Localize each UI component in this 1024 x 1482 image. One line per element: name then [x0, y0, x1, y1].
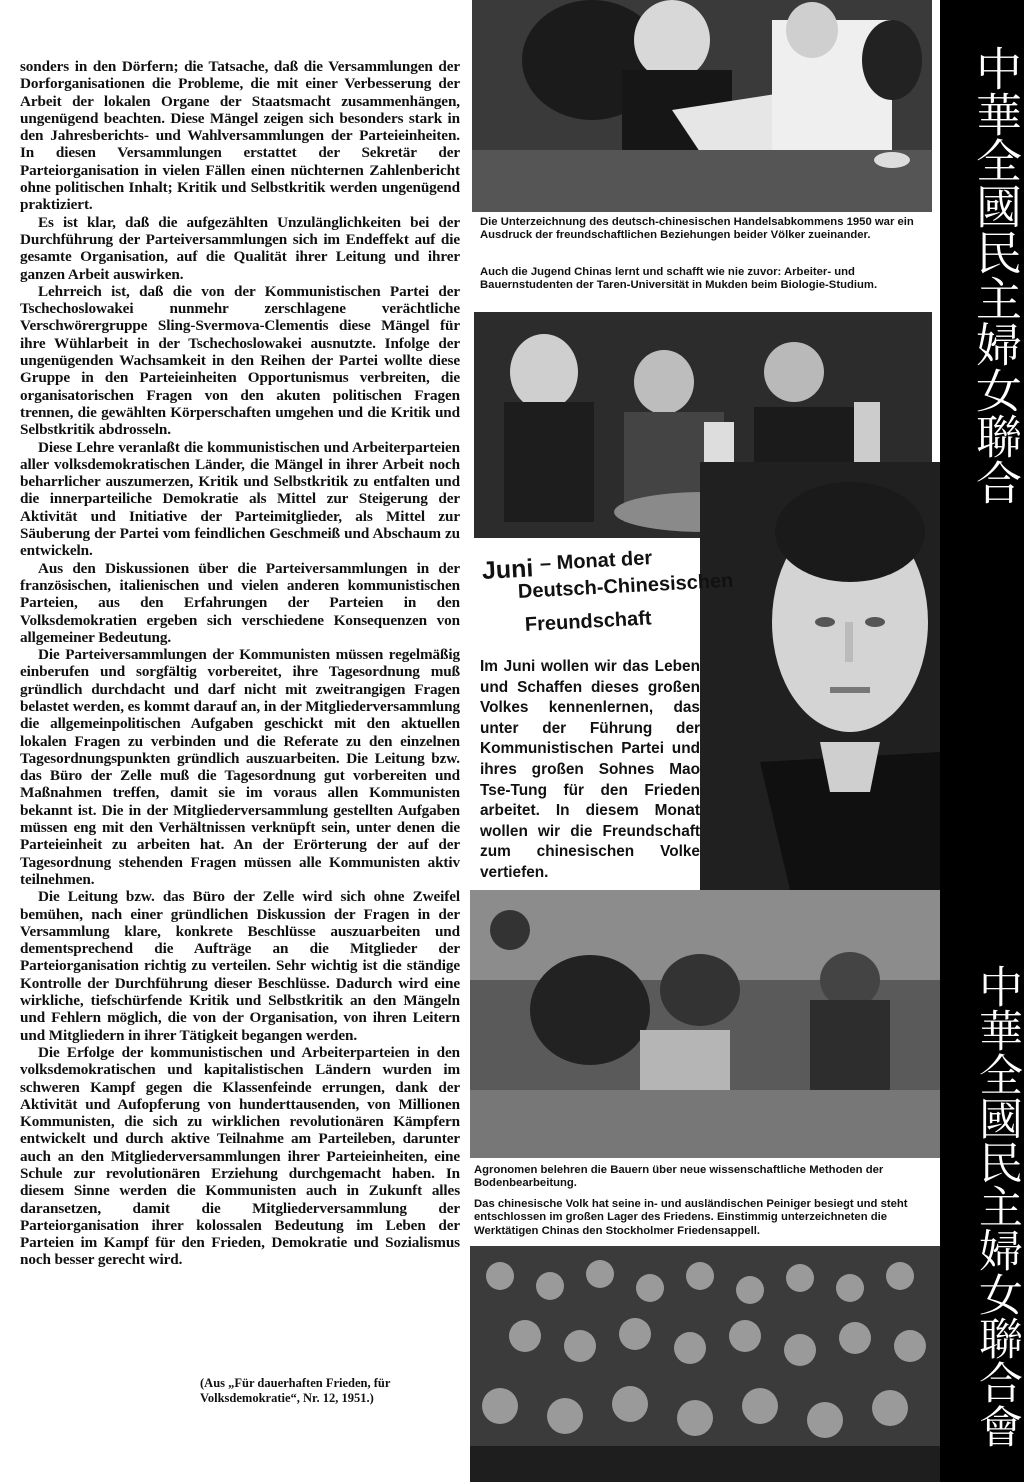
photo3-caption: Agronomen belehren die Bauern über neue wissenschaftliche Methoden der Bodenbearbeitung.	[474, 1164, 884, 1190]
cjk-banner-upper: 中華全國民主婦女聯合	[969, 45, 1023, 505]
article-paragraph: Die Leitung bzw. das Büro der Zelle wird sich ohne Zweifel bemühen, nach einer gründlichen Diskussion der Fragen in der Versammlung klare, konkrete Beschlüsse auszuarbeiten und dementsprechend die Aufträge an die Mitglieder der Parteiorganisation richtig zu verteilen. Sehr wichtig ist die ständige Kontrolle der Durchführung dieser Beschlüsse. Dadurch wird eine wirkliche, tiefschürfende Kritik und Selbstkritik an den Mängeln und Fehlern möglich, die von der Organisation, von ihren Leitern und Mitgliedern in ihrer Tätigkeit begangen werden.	[20, 888, 460, 1044]
article-paragraph: sonders in den Dörfern; die Tatsache, daß die Versammlungen der Dorforganisationen die Probleme, die mit einer Verbesserung der Arbeit der lokalen Organe der Staatsmacht zusammenhängen, ungenügend beachten. Diese Mängel zeigen sich besonders stark in den Jahresberichts- und Wahlversammlungen der Parteieinheiten. In diesen Versammlungen erstattet der Sekretär der Parteiorganisation in vielen Fällen einen nüchternen Zahlenbericht ohne politischen Inhalt; Kritik und Selbstkritik werden ungenügend praktiziert.	[20, 58, 460, 214]
article-paragraph: Lehrreich ist, daß die von der Kommunistischen Partei der Tschechoslowakei nunmehr zerschlagene verächtliche Verschwörergruppe Sling-Svermova-Clementis diese Mängel für ihre Wühlarbeit in der Tschechoslowakei ausnutzte. Infolge der ungenügenden Wachsamkeit in den Reihen der Partei wollte diese Gruppe in den Parteieinheiten Opportunismus verbreiten, die organisatorischen Fragen von den akuten politischen Fragen trennen, die gewählten Körperschaften umgehen und die Kritik und Selbstkritik abdrosseln.	[20, 282, 460, 439]
cjk-banner-lower: 中華全國民主婦女聯合會	[971, 964, 1022, 1448]
feature-title-line3: Freundschaft	[524, 607, 653, 636]
article-body	[20, 58, 460, 1269]
article-paragraph: Aus den Diskussionen über die Parteiversammlungen in der französischen, italienischen und vielen anderen kommunistischen Parteien, aus den Erfahrungen der Parteien in den Volksdemokratien ergeben sich verschiedene Konsequenzen von allgemeiner Bedeutung.	[20, 559, 460, 646]
photo4-caption: Das chinesische Volk hat seine in- und ausländischen Peiniger besiegt und steht entschlossen im großen Lager des Friedens. Einstimmig unterzeichneten die Werktätigen Chinas den Stockholmer Friedensappell.	[474, 1198, 908, 1237]
crowd-photo	[470, 1246, 940, 1482]
photo1-caption: Die Unterzeichnung des deutsch-chinesischen Handelsabkommens 1950 war ein Ausdruck der freundschaftlichen Beziehungen beider Völker zueinander.	[480, 216, 914, 242]
feature-body: Im Juni wollen wir das Leben und Schaffen dieses großen Volkes kennenlernen, das unter der Führung der Kommunistischen Partei und ihres großen Sohnes Mao Tse-Tung für den Frieden arbeitet. In diesem Monat wollen wir die Freundschaft zum chinesischen Volke vertiefen.	[480, 658, 700, 881]
mao-portrait-photo	[700, 462, 940, 890]
article-paragraph: Die Erfolge der kommunistischen und Arbeiterparteien in den volksdemokratischen und kapitalistischen Ländern wurden im schweren Kampf gegen die Klassenfeinde errungen, dank der Aktivität und Aufopferung von hunderttausenden, von Millionen Kommunisten, die sich zu wirklichen revolutionären Kämpfern entwickelt und durch aktive Teilnahme am Parteileben, darunter auch an den Mitgliederversammlungen ihrer Parteieinheiten, eine Schule zur revolutionären Erziehung durchgemacht haben. In diesem Sinne werden die Kommunisten auch in Zukunft alles daransetzen, damit die Mitgliederversammlung der Parteiorganisation ihrer kolossalen Bedeutung im Leben der Parteien im Kampf für den Frieden, Demokratie und Sozialismus noch besser gerecht wird.	[20, 1043, 460, 1269]
article-paragraph: Die Parteiversammlungen der Kommunisten müssen regelmäßig einberufen und sorgfältig vorbereitet, ihre Tagesordnung muß gründlich durchdacht und darf nicht mit zweitrangigen Fragen belastet werden, es kommt darauf an, in der Mitgliederversammlung die allgemeinpolitischen Aufgaben geschickt mit den aktuellen lokalen Fragen zu verbinden und die Referate zu den einzelnen Tagesordnungspunkten gründlich auszuarbeiten. Die Leitung bzw. das Büro der Zelle muß die Tagesordnung gut vorbereiten und Maßnahmen treffen, damit sie im voraus allen Kommunisten bekannt ist. Die in der Mitgliederversammlung gestellten Aufgaben müssen eng mit den Verhältnissen verknüpft sein, unter denen die Parteieinheit zu arbeiten hat. An der Erörterung der auf der Tagesordnung stehenden Fragen müssen alle Kommunisten aktiv teilnehmen.	[20, 646, 460, 888]
feature-title-line2: Deutsch-Chinesischen	[517, 569, 734, 603]
article-paragraph: Es ist klar, daß die aufgezählten Unzulänglichkeiten bei der Durchführung der Parteiversammlungen sich im Endeffekt auf die gesamte Organisation, auf die Qualität ihrer Leitung und ihrer ganzen Arbeit auswirken.	[20, 213, 460, 283]
article-paragraph: Diese Lehre veranlaßt die kommunistischen und Arbeiterparteien aller volksdemokratischen Länder, die Mängel in ihrer Arbeit noch beharrlicher auszumerzen, Kritik und Selbstkritik zu entfalten und die innerparteiliche Demokratie als Mittel zur Steigerung der Aktivität und Initiative der Parteimitglieder, als Mittel zur Säuberung der Partei vom feindlichen Geschmeiß und Abschaum zu entwickeln.	[20, 438, 460, 560]
photo2-caption: Auch die Jugend Chinas lernt und schafft wie nie zuvor: Arbeiter- und Bauernstudenten der Taren-Universität in Mukden beim Biologie-Studium.	[480, 266, 878, 292]
feature-title-line1: – Monat der	[539, 547, 653, 575]
feature-title-juni: Juni	[481, 554, 535, 585]
article-source: (Aus „Für dauerhaften Frieden, für Volksdemokratie“, Nr. 12, 1951.)	[200, 1376, 391, 1405]
treaty-signing-photo	[472, 0, 932, 212]
agronomists-photo	[470, 890, 940, 1158]
